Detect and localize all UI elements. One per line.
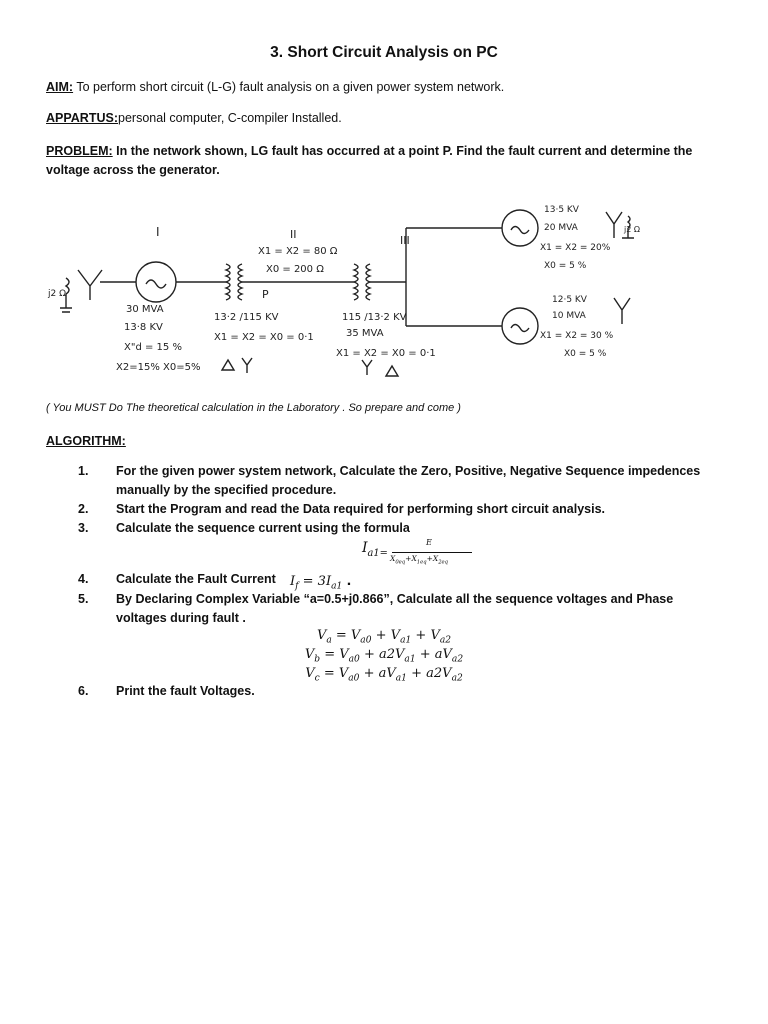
step-number: 5. — [78, 592, 89, 606]
t2-reactance: X1 = X2 = X0 = 0·1 — [336, 348, 436, 359]
circuit-diagram — [44, 192, 650, 388]
gen2-voltage: 13·5 KV — [544, 205, 579, 215]
line-x12: X1 = X2 = 80 Ω — [258, 246, 338, 257]
line-x0: X0 = 200 Ω — [266, 264, 324, 275]
aim-line — [46, 80, 504, 94]
gen2-x12: X1 = X2 = 20% — [540, 243, 611, 253]
generator-1-icon — [136, 262, 176, 302]
generator-3-icon — [502, 308, 538, 344]
t1-voltage: 13·2 /115 KV — [214, 312, 279, 323]
gen2-ground: j2 Ω — [624, 225, 640, 234]
step-text: Calculate the Fault Current — [116, 572, 276, 586]
line-roman: II — [290, 228, 297, 241]
gen3-x12: X1 = X2 = 30 % — [540, 331, 614, 341]
step-text: For the given power system network, Calculate the Zero, Positive, Negative Sequence impedences manually by the specified procedure. — [116, 464, 701, 497]
t2-voltage: 115 /13·2 KV — [342, 312, 407, 323]
gen1-voltage: 13·8 KV — [124, 322, 163, 333]
step-number: 2. — [78, 502, 89, 516]
gen2-rating: 20 MVA — [544, 223, 578, 233]
step-number: 1. — [78, 464, 89, 478]
transformer-2-primary-icon — [354, 264, 358, 300]
page-title: 3. Short Circuit Analysis on PC — [270, 44, 498, 61]
gen3-voltage: 12·5 KV — [552, 295, 587, 305]
step-text: Print the fault Voltages. — [116, 684, 255, 698]
sequence-current-formula: $I_{a1=}$ E $X_{0eq}+X_{1eq}+X_{2eq}$ — [362, 538, 482, 572]
gen3-rating: 10 MVA — [552, 311, 586, 321]
vc-equation: $V_c = V_{a0} + aV_{a1} + a2V_{a2}$ — [305, 666, 463, 684]
gen2-x0: X0 = 5 % — [544, 261, 587, 271]
step-number: 4. — [78, 572, 89, 586]
transformer-1-primary-icon — [226, 264, 230, 300]
gen1-x2x0: X2=15% X0=5% — [116, 362, 201, 373]
step-number: 3. — [78, 521, 89, 535]
aim-label: AIM: — [46, 80, 74, 94]
step-number: 6. — [78, 684, 89, 698]
generator-2-icon — [502, 210, 538, 246]
apparatus-label: APPARTUS: — [46, 111, 118, 125]
va-equation: $V_a = V_{a0} + V_{a1} + V_{a2}$ — [316, 628, 452, 646]
gen1-ground: j2 Ω — [48, 289, 66, 299]
fault-point-label: P — [262, 288, 269, 301]
gen1-roman: I — [156, 225, 160, 239]
step-text: By Declaring Complex Variable “a=0.5+j0.866”, Calculate all the sequence voltages and Phase voltages during fault . — [116, 592, 674, 625]
transformer-1-secondary-icon — [238, 264, 242, 300]
problem-text: In the network shown, LG fault has occurred at a point P. Find the fault current and determine the voltage across the generator. — [46, 144, 693, 177]
fault-current-formula: $I_f = 3I_{a1}$ . — [290, 572, 352, 592]
t2-roman: III — [400, 234, 410, 247]
apparatus-line — [46, 111, 342, 125]
transformer-2-secondary-icon — [366, 264, 370, 300]
problem-line — [46, 142, 726, 180]
aim-text: To perform short circuit (L-G) fault analysis on a given power system network. — [73, 80, 505, 94]
vb-equation: $V_b = V_{a0} + a2V_{a1} + aV_{a2}$ — [304, 647, 464, 665]
algorithm-label: ALGORITHM: — [46, 434, 126, 448]
lab-note: ( You MUST Do The theoretical calculation in the Laboratory . So prepare and come ) — [46, 402, 461, 414]
step-text: Calculate the sequence current using the formula — [116, 521, 410, 535]
algorithm-heading — [46, 434, 126, 448]
apparatus-text: personal computer, C-compiler Installed. — [118, 111, 342, 125]
gen1-xd: X"d = 15 % — [124, 342, 182, 353]
step-text: Start the Program and read the Data required for performing short circuit analysis. — [116, 502, 606, 516]
gen3-x0: X0 = 5 % — [564, 349, 607, 359]
problem-label: PROBLEM: — [46, 144, 113, 158]
gen1-rating: 30 MVA — [126, 304, 164, 315]
t2-rating: 35 MVA — [346, 328, 384, 339]
t1-reactance: X1 = X2 = X0 = 0·1 — [214, 332, 314, 343]
